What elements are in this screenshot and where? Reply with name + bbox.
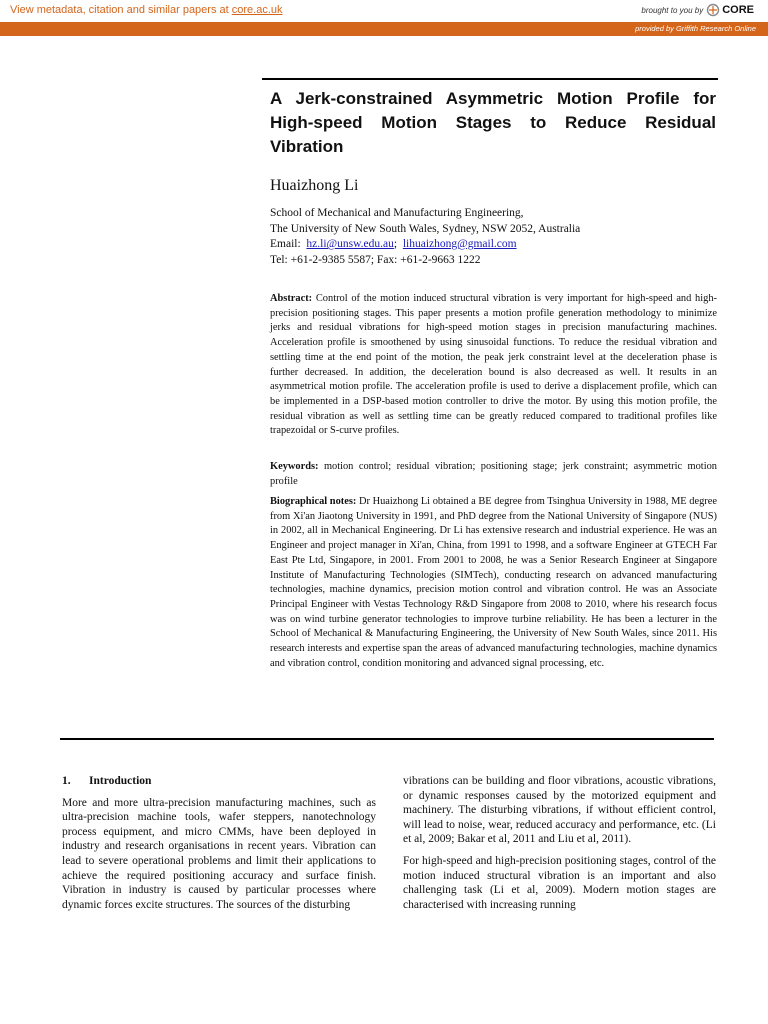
- provided-by-label: provided by Griffith Research Online: [635, 24, 756, 33]
- abstract-text: Control of the motion induced structural vibration is very important for high-speed and high-precision positioning stages. This paper presents a motion profile generation methodology to minimize jerks and residual vibrations for high-speed motion stages in precision manufacturing machines. Acceleration profile is smoothened by using sinusoidal functions. To reduce the residual vibration and settling time at the end point of the motion, the peak jerk constraint level at the deceleration phase is further decreased. In addition, the deceleration bound is also decreased as well. It results in an asymmetrical motion profile. The acceleration profile is used to derive a displacement profile, which can be implemented in a DSP-based motion controller to drive the motor. By using this motion profile, the residual vibration as well as settling time can be greatly reduced compared to traditional profiles like trapezoidal or S-curve profiles.: [270, 293, 717, 437]
- section-rule: [60, 738, 714, 740]
- email-link-1[interactable]: hz.li@unsw.edu.au: [306, 238, 394, 250]
- metadata-prefix: View metadata, citation and similar papers at: [10, 4, 232, 16]
- right-column: [403, 774, 716, 919]
- email-line: [270, 237, 720, 253]
- keywords-text: motion control; residual vibration; positioning stage; jerk constraint; asymmetric motion profile: [270, 461, 717, 487]
- abstract-label: Abstract:: [270, 293, 313, 304]
- biographical-notes: [270, 495, 717, 671]
- tel-fax-line: Tel: +61-2-9385 5587; Fax: +61-2-9663 1222: [270, 253, 481, 266]
- title-rule: [262, 78, 718, 80]
- brought-by-label: brought to you by: [641, 5, 704, 15]
- core-banner: [0, 0, 768, 23]
- metadata-link-text: [10, 4, 283, 16]
- keywords-label: Keywords:: [270, 461, 319, 472]
- paragraph: For high-speed and high-precision positioning stages, control of the motion induced structural vibration is an important and also challenging task (Li et al, 2009). Modern motion stages are characterised with increasing running: [403, 854, 716, 911]
- affiliation-block: [270, 206, 720, 268]
- email-label: Email:: [270, 238, 301, 250]
- paragraph: vibrations can be building and floor vibrations, acoustic vibrations, or dynamic responses caused by the motorized equipment and machinery. The disturbing vibrations, if without efficient control, will lead to noise, wear, reduced accuracy and performance, etc. (Li et al, 2009; Bakar et al, 2011 and Liu et al, 2011).: [403, 775, 716, 846]
- paragraph: More and more ultra-precision manufacturing machines, such as ultra-precision machine tools, wafer steppers, nanotechnology process equipment, and micro CMMs, have been deployed in industry and research organisations in recent years. Vibration can lead to severe operational problems and limit their applications to achieve the required positioning accuracy and surface finish. Vibration in industry is caused by particular processes where dynamic forces excite structures. The sources of the disturbing: [62, 796, 376, 911]
- left-column: [62, 774, 376, 919]
- provided-by-band: [0, 22, 768, 36]
- bio-label: Biographical notes:: [270, 496, 357, 507]
- section-number: 1.: [62, 775, 71, 787]
- email-separator: ;: [393, 238, 398, 250]
- author-name: Huaizhong Li: [270, 177, 359, 194]
- affiliation-line-1: School of Mechanical and Manufacturing Engineering,: [270, 207, 524, 219]
- core-link[interactable]: core.ac.uk: [231, 4, 283, 16]
- core-logo-icon: [706, 3, 720, 17]
- bio-text: Dr Huaizhong Li obtained a BE degree from Tsinghua University in 1988, ME degree from Xi'an Jiaotong University in 1991, and PhD degree from the National University of Singapore (NUS) in 2002, all in Mechanical Engineering. Dr Li has extensive research and industrial experience. He was an Engineer and project manager in Xi'an, China, from 1991 to 1998, and a software Engineer at GTECH Far East Pte Ltd, Singapore, in 2001. From 2001 to 2008, he was a Senior Research Engineer at Singapore Institute of Manufacturing Technologies (SIMTech), conducting research on advanced manufacturing technologies, machine dynamics, precision motion control and vibration control. He was an Associate Principal Engineer with Vestas Technology R&D Singapore from 2008 to 2010, where his research focus was on wind turbine generator technologies to improve turbine reliability. He has been a lecturer in the School of Mechanical & Manufacturing Engineering, the University of New South Wales, since 2011. His research interests and expertise span the areas of advanced manufacturing technologies, machine dynamics and vibration control, condition monitoring and advanced signal processing, etc.: [270, 496, 717, 669]
- email-link-2[interactable]: lihuaizhong@gmail.com: [402, 238, 517, 250]
- section-heading: [62, 774, 376, 789]
- paper-title: A Jerk-constrained Asymmetric Motion Profile for High-speed Motion Stages to Reduce Residual Vibration: [270, 89, 716, 156]
- section-title: Introduction: [89, 775, 152, 787]
- core-logo[interactable]: [706, 3, 754, 17]
- affiliation-line-2: The University of New South Wales, Sydney, NSW 2052, Australia: [270, 222, 581, 235]
- brought-by: [641, 3, 754, 17]
- abstract: [270, 292, 717, 439]
- keywords: [270, 460, 717, 489]
- core-logo-label: CORE: [722, 4, 754, 16]
